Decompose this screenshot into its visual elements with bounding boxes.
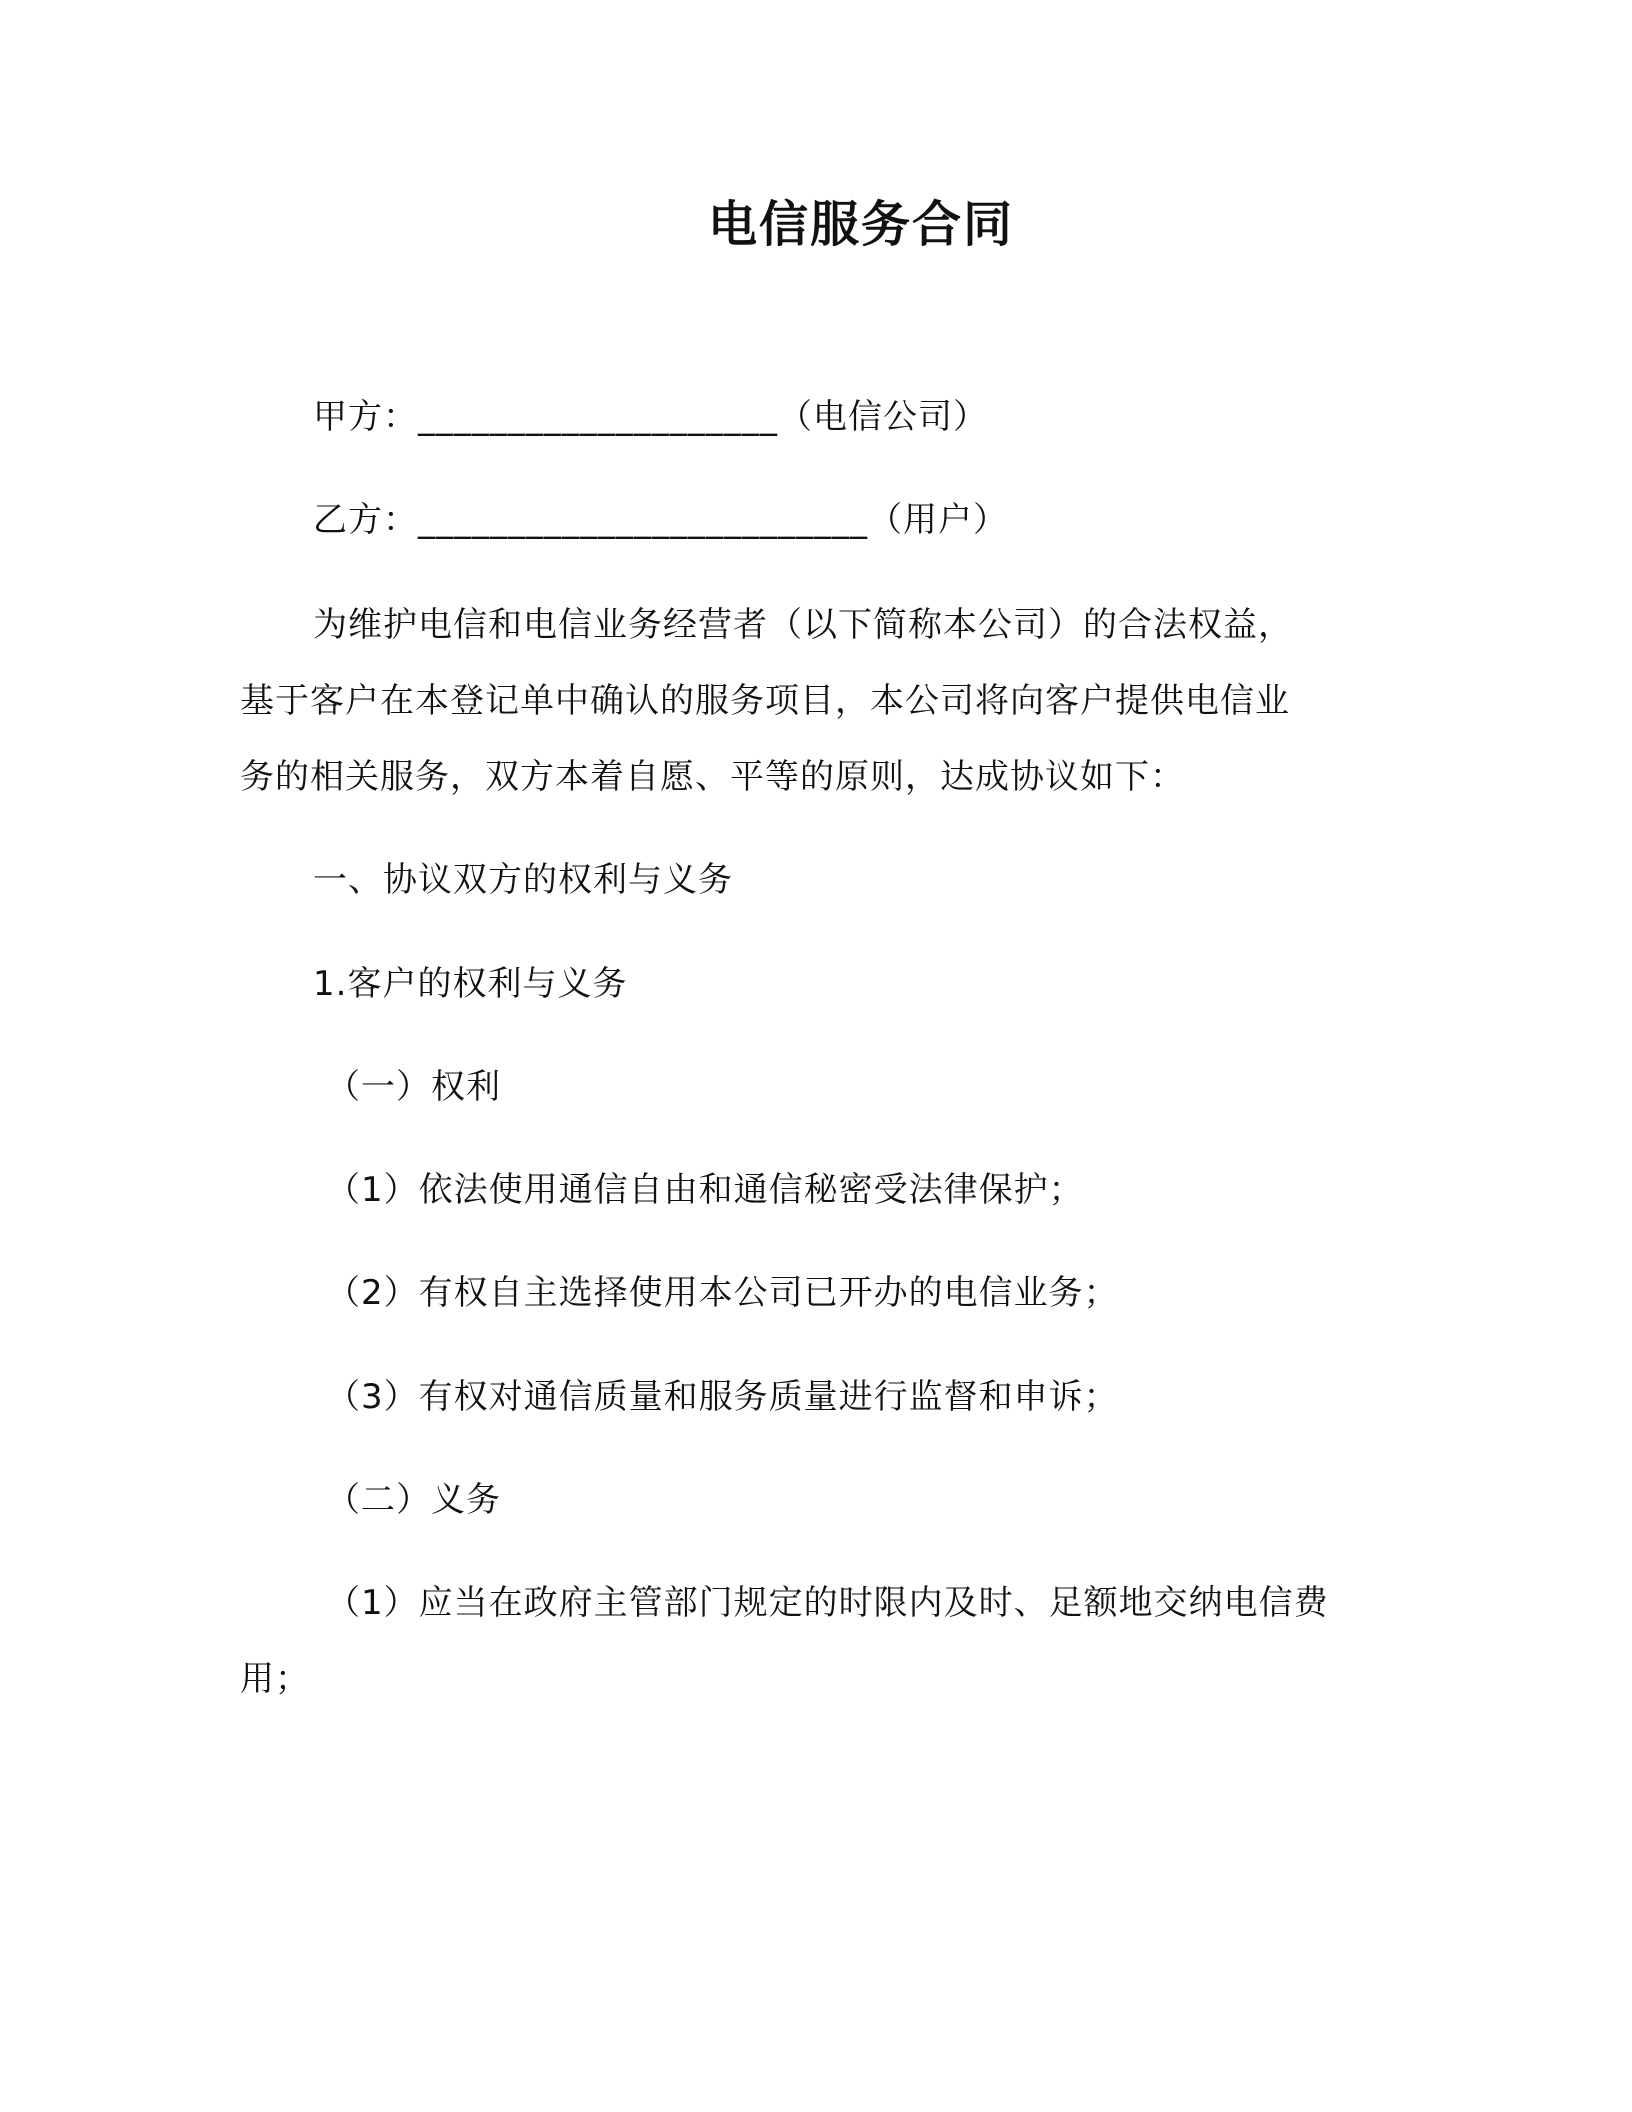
document-title: 电信服务合同: [707, 196, 1014, 253]
right-item-1: （1）依法使用通信自由和通信秘密受法律保护；: [326, 1170, 1084, 1210]
subsection-heading: 1.客户的权利与义务: [313, 964, 628, 1004]
duty-item-1-line-1: （1）应当在政府主管部门规定的时限内及时、足额地交纳电信费: [326, 1583, 1329, 1623]
rights-heading: （一）权利: [326, 1067, 501, 1107]
right-item-3: （3）有权对通信质量和服务质量进行监督和申诉；: [326, 1377, 1119, 1417]
intro-paragraph-line-1: 为维护电信和电信业务经营者（以下简称本公司）的合法权益，: [313, 605, 1293, 645]
intro-paragraph-line-2: 基于客户在本登记单中确认的服务项目，本公司将向客户提供电信业: [240, 681, 1290, 721]
intro-paragraph-line-3: 务的相关服务，双方本着自愿、平等的原则，达成协议如下：: [240, 757, 1185, 797]
party-a-line: 甲方：____________________（电信公司）: [313, 397, 988, 437]
right-item-2: （2）有权自主选择使用本公司已开办的电信业务；: [326, 1273, 1119, 1313]
duties-heading: （二）义务: [326, 1480, 501, 1520]
duty-item-1-line-2: 用；: [240, 1659, 310, 1699]
section-heading: 一、协议双方的权利与义务: [313, 860, 733, 900]
party-b-line: 乙方：_________________________（用户）: [313, 500, 1008, 540]
